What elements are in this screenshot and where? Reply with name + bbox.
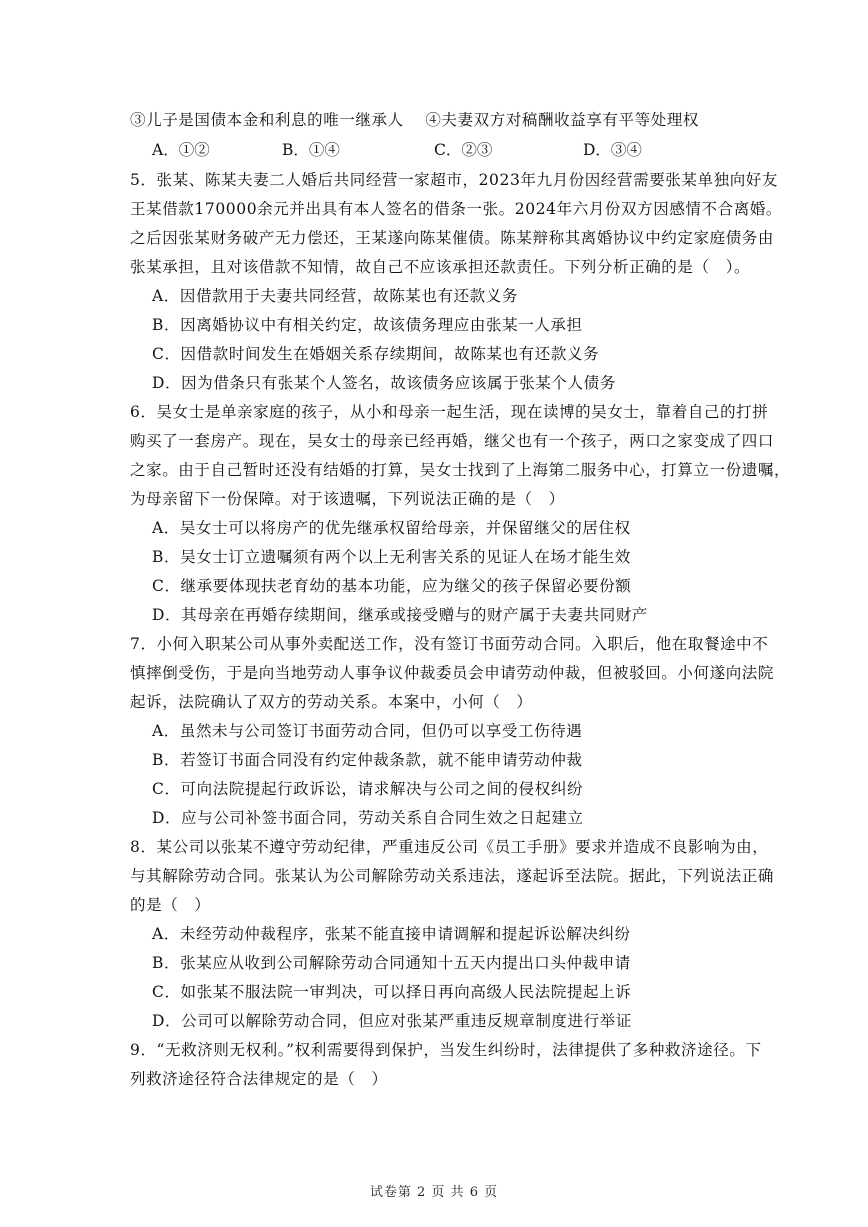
question-7-stem-line: 7．小何入职某公司从事外卖配送工作，没有签订书面劳动合同。入职后，他在取餐途中不 [130, 635, 769, 653]
question-6-stem-line: 6．吴女士是单亲家庭的孩子，从小和母亲一起生活，现在读博的吴女士，靠着自己的打拼 [130, 403, 769, 421]
question-5-stem-line: 之后因张某财务破产无力偿还，王某遂向陈某催债。陈某辩称其离婚协议中约定家庭债务由 [130, 229, 775, 247]
question-6-option-b: B．吴女士订立遗嘱须有两个以上无利害关系的见证人在场才能生效 [152, 548, 631, 566]
question-8-stem-line: 的是（ ） [130, 896, 211, 914]
question-7-option-c: C．可向法院提起行政诉讼，请求解决与公司之间的侵权纠纷 [152, 780, 584, 798]
option-a: A．①② [152, 141, 210, 159]
question-8-stem-line: 8．某公司以张某不遵守劳动纪律，严重违反公司《员工手册》要求并造成不良影响为由， [130, 838, 769, 856]
question-6-option-a: A．吴女士可以将房产的优先继承权留给母亲，并保留继父的居住权 [152, 519, 631, 537]
question-7-stem-line: 起诉，法院确认了双方的劳动关系。本案中，小何（ ） [130, 693, 533, 711]
question-8-option-d: D．公司可以解除劳动合同，但应对张某严重违反规章制度进行举证 [152, 1012, 632, 1030]
page-footer: 试卷第 2 页 共 6 页 [369, 1185, 499, 1200]
question-6-option-c: C．继承要体现扶老育幼的基本功能，应为继父的孩子保留必要份额 [152, 577, 632, 595]
question-7-stem-line: 慎摔倒受伤，于是向当地劳动人事争议仲裁委员会申请劳动仲裁，但被驳回。小何遂向法院 [130, 664, 775, 682]
question-7-option-d: D．应与公司补签书面合同，劳动关系自合同生效之日起建立 [152, 809, 584, 827]
question-9-stem-line: 列救济途径符合法律规定的是（ ） [130, 1070, 388, 1088]
question-5-option-a: A．因借款用于夫妻共同经营，故陈某也有还款义务 [152, 287, 518, 305]
question-6-stem-line: 为母亲留下一份保障。对于该遗嘱，下列说法正确的是（ ） [130, 490, 565, 508]
question-5-stem-line: 张某承担，且对该借款不知情，故自己不应该承担还款责任。下列分析正确的是（ ）。 [130, 258, 751, 276]
question-8-option-b: B．张某应从收到公司解除劳动合同通知十五天内提出口头仲裁申请 [152, 954, 631, 972]
question-8-option-a: A．未经劳动仲裁程序，张某不能直接申请调解和提起诉讼解决纠纷 [152, 925, 631, 943]
option-b: B．①④ [282, 141, 340, 159]
question-5-option-d: D．因为借条只有张某个人签名，故该债务应该属于张某个人债务 [152, 374, 616, 392]
question-8-option-c: C．如张某不服法院一审判决，可以择日再向高级人民法院提起上诉 [152, 983, 632, 1001]
question-5-option-c: C．因借款时间发生在婚姻关系存续期间，故陈某也有还款义务 [152, 345, 600, 363]
question-7-option-a: A．虽然未与公司签订书面劳动合同，但仍可以享受工伤待遇 [152, 722, 583, 740]
option-c: C．②③ [434, 141, 493, 159]
question-6-stem-line: 之家。由于自己暂时还没有结婚的打算，吴女士找到了上海第二服务中心，打算立一份遗嘱， [130, 461, 791, 479]
question-6-stem-line: 购买了一套房产。现在，吴女士的母亲已经再婚，继父也有一个孩子，两口之家变成了四口 [130, 432, 775, 450]
question-7-option-b: B．若签订书面合同没有约定仲裁条款，就不能申请劳动仲裁 [152, 751, 583, 769]
question-8-stem-line: 与其解除劳动合同。张某认为公司解除劳动关系违法，遂起诉至法院。据此，下列说法正确 [130, 867, 775, 885]
question-9-stem-line: 9．“无救济则无权利。”权利需要得到保护，当发生纠纷时，法律提供了多种救济途径。下 [130, 1041, 762, 1059]
question-6-option-d: D．其母亲在再婚存续期间，继承或接受赠与的财产属于夫妻共同财产 [152, 606, 649, 624]
option-d: D．③④ [583, 141, 642, 159]
question-5-stem-line: 5．张某、陈某夫妻二人婚后共同经营一家超市，2023年九月份因经营需要张某单独向好友 [130, 171, 779, 189]
question-5-stem-line: 王某借款170000余元并出具有本人签名的借条一张。2024年六月份双方因感情不合离婚。 [130, 200, 783, 218]
question-5-option-b: B．因离婚协议中有相关约定，故该债务理应由张某一人承担 [152, 316, 583, 334]
question-4-statement-line: ③儿子是国债本金和利息的唯一继承人 ④夫妻双方对稿酬收益享有平等处理权 [130, 111, 700, 129]
